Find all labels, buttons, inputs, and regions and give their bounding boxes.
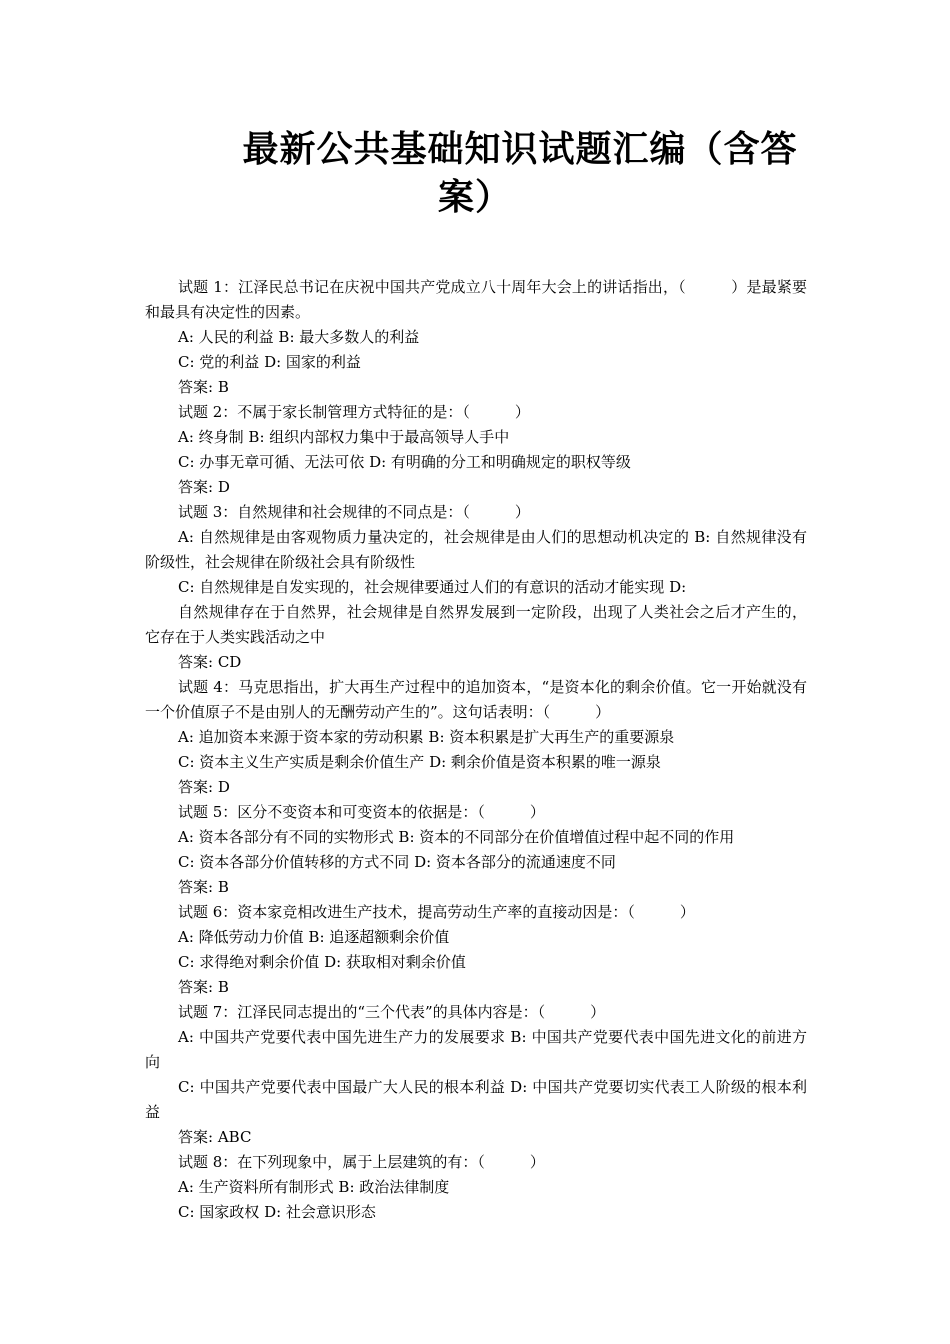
question-2-options-ab: A: 终身制 B: 组织内部权力集中于最高领导人手中 [178,428,510,446]
title-line-2: 案） [437,177,512,218]
document-body [145,275,807,1225]
question-2: 试题 2：不属于家长制管理方式特征的是：（ ） [178,403,530,421]
question-5-options-ab: A: 资本各部分有不同的实物形式 B: 资本的不同部分在价值增值过程中起不同的作用 [178,828,735,846]
question-4-answer: 答案: D [178,778,230,796]
question-1-options-cd: C: 党的利益 D: 国家的利益 [178,353,361,371]
question-3-answer: 答案: CD [178,653,242,671]
title-line-1: 最新公共基础知识试题汇编（含答 [242,129,798,170]
question-6-options-cd: C: 求得绝对剩余价值 D: 获取相对剩余价值 [178,953,466,971]
question-7-answer: 答案: ABC [178,1128,252,1146]
question-4-options-ab: A: 追加资本来源于资本家的劳动积累 B: 资本积累是扩大再生产的重要源泉 [178,728,675,746]
question-5-answer: 答案: B [178,878,229,896]
question-7-options-ab: A: 中国共产党要代表中国先进生产力的发展要求 B: 中国共产党要代表中国先进文化的前进方向 [145,1028,807,1071]
question-3-option-d-text: 自然规律存在于自然界，社会规律是自然界发展到一定阶段，出现了人类社会之后才产生的，它存在于人类实践活动之中 [145,603,807,646]
question-1-options-ab: A: 人民的利益 B: 最大多数人的利益 [178,328,420,346]
question-5-options-cd: C: 资本各部分价值转移的方式不同 D: 资本各部分的流通速度不同 [178,853,616,871]
question-1-answer: 答案: B [178,378,229,396]
question-8-options-ab: A: 生产资料所有制形式 B: 政治法律制度 [178,1178,450,1196]
question-3-options-ab: A: 自然规律是由客观物质力量决定的，社会规律是由人们的思想动机决定的 B: 自然规律没有阶级性，社会规律在阶级社会具有阶级性 [145,528,807,571]
question-2-options-cd: C: 办事无章可循、无法可依 D: 有明确的分工和明确规定的职权等级 [178,453,631,471]
question-6-answer: 答案: B [178,978,229,996]
question-4: 试题 4：马克思指出，扩大再生产过程中的追加资本，“是资本化的剩余价值。它一开始就没有一个价值原子不是由别人的无酬劳动产生的”。这句话表明：（ ） [145,678,807,721]
question-2-answer: 答案: D [178,478,230,496]
document-title [145,126,805,222]
question-4-options-cd: C: 资本主义生产实质是剩余价值生产 D: 剩余价值是资本积累的唯一源泉 [178,753,661,771]
question-7: 试题 7：江泽民同志提出的“三个代表”的具体内容是：（ ） [178,1003,606,1021]
question-3: 试题 3：自然规律和社会规律的不同点是：（ ） [178,503,530,521]
question-7-options-cd: C: 中国共产党要代表中国最广大人民的根本利益 D: 中国共产党要切实代表工人阶级的根本利益 [145,1078,807,1121]
question-3-options-cd: C: 自然规律是自发实现的，社会规律要通过人们的有意识的活动才能实现 D: [178,578,687,596]
question-8: 试题 8：在下列现象中，属于上层建筑的有：（ ） [178,1153,545,1171]
question-5: 试题 5：区分不变资本和可变资本的依据是：（ ） [178,803,545,821]
question-8-options-cd: C: 国家政权 D: 社会意识形态 [178,1203,376,1221]
question-1: 试题 1：江泽民总书记在庆祝中国共产党成立八十周年大会上的讲话指出，（ ）是最紧要和最具有决定性的因素。 [145,278,807,321]
question-6: 试题 6：资本家竞相改进生产技术，提高劳动生产率的直接动因是：（ ） [178,903,695,921]
question-6-options-ab: A: 降低劳动力价值 B: 追逐超额剩余价值 [178,928,450,946]
